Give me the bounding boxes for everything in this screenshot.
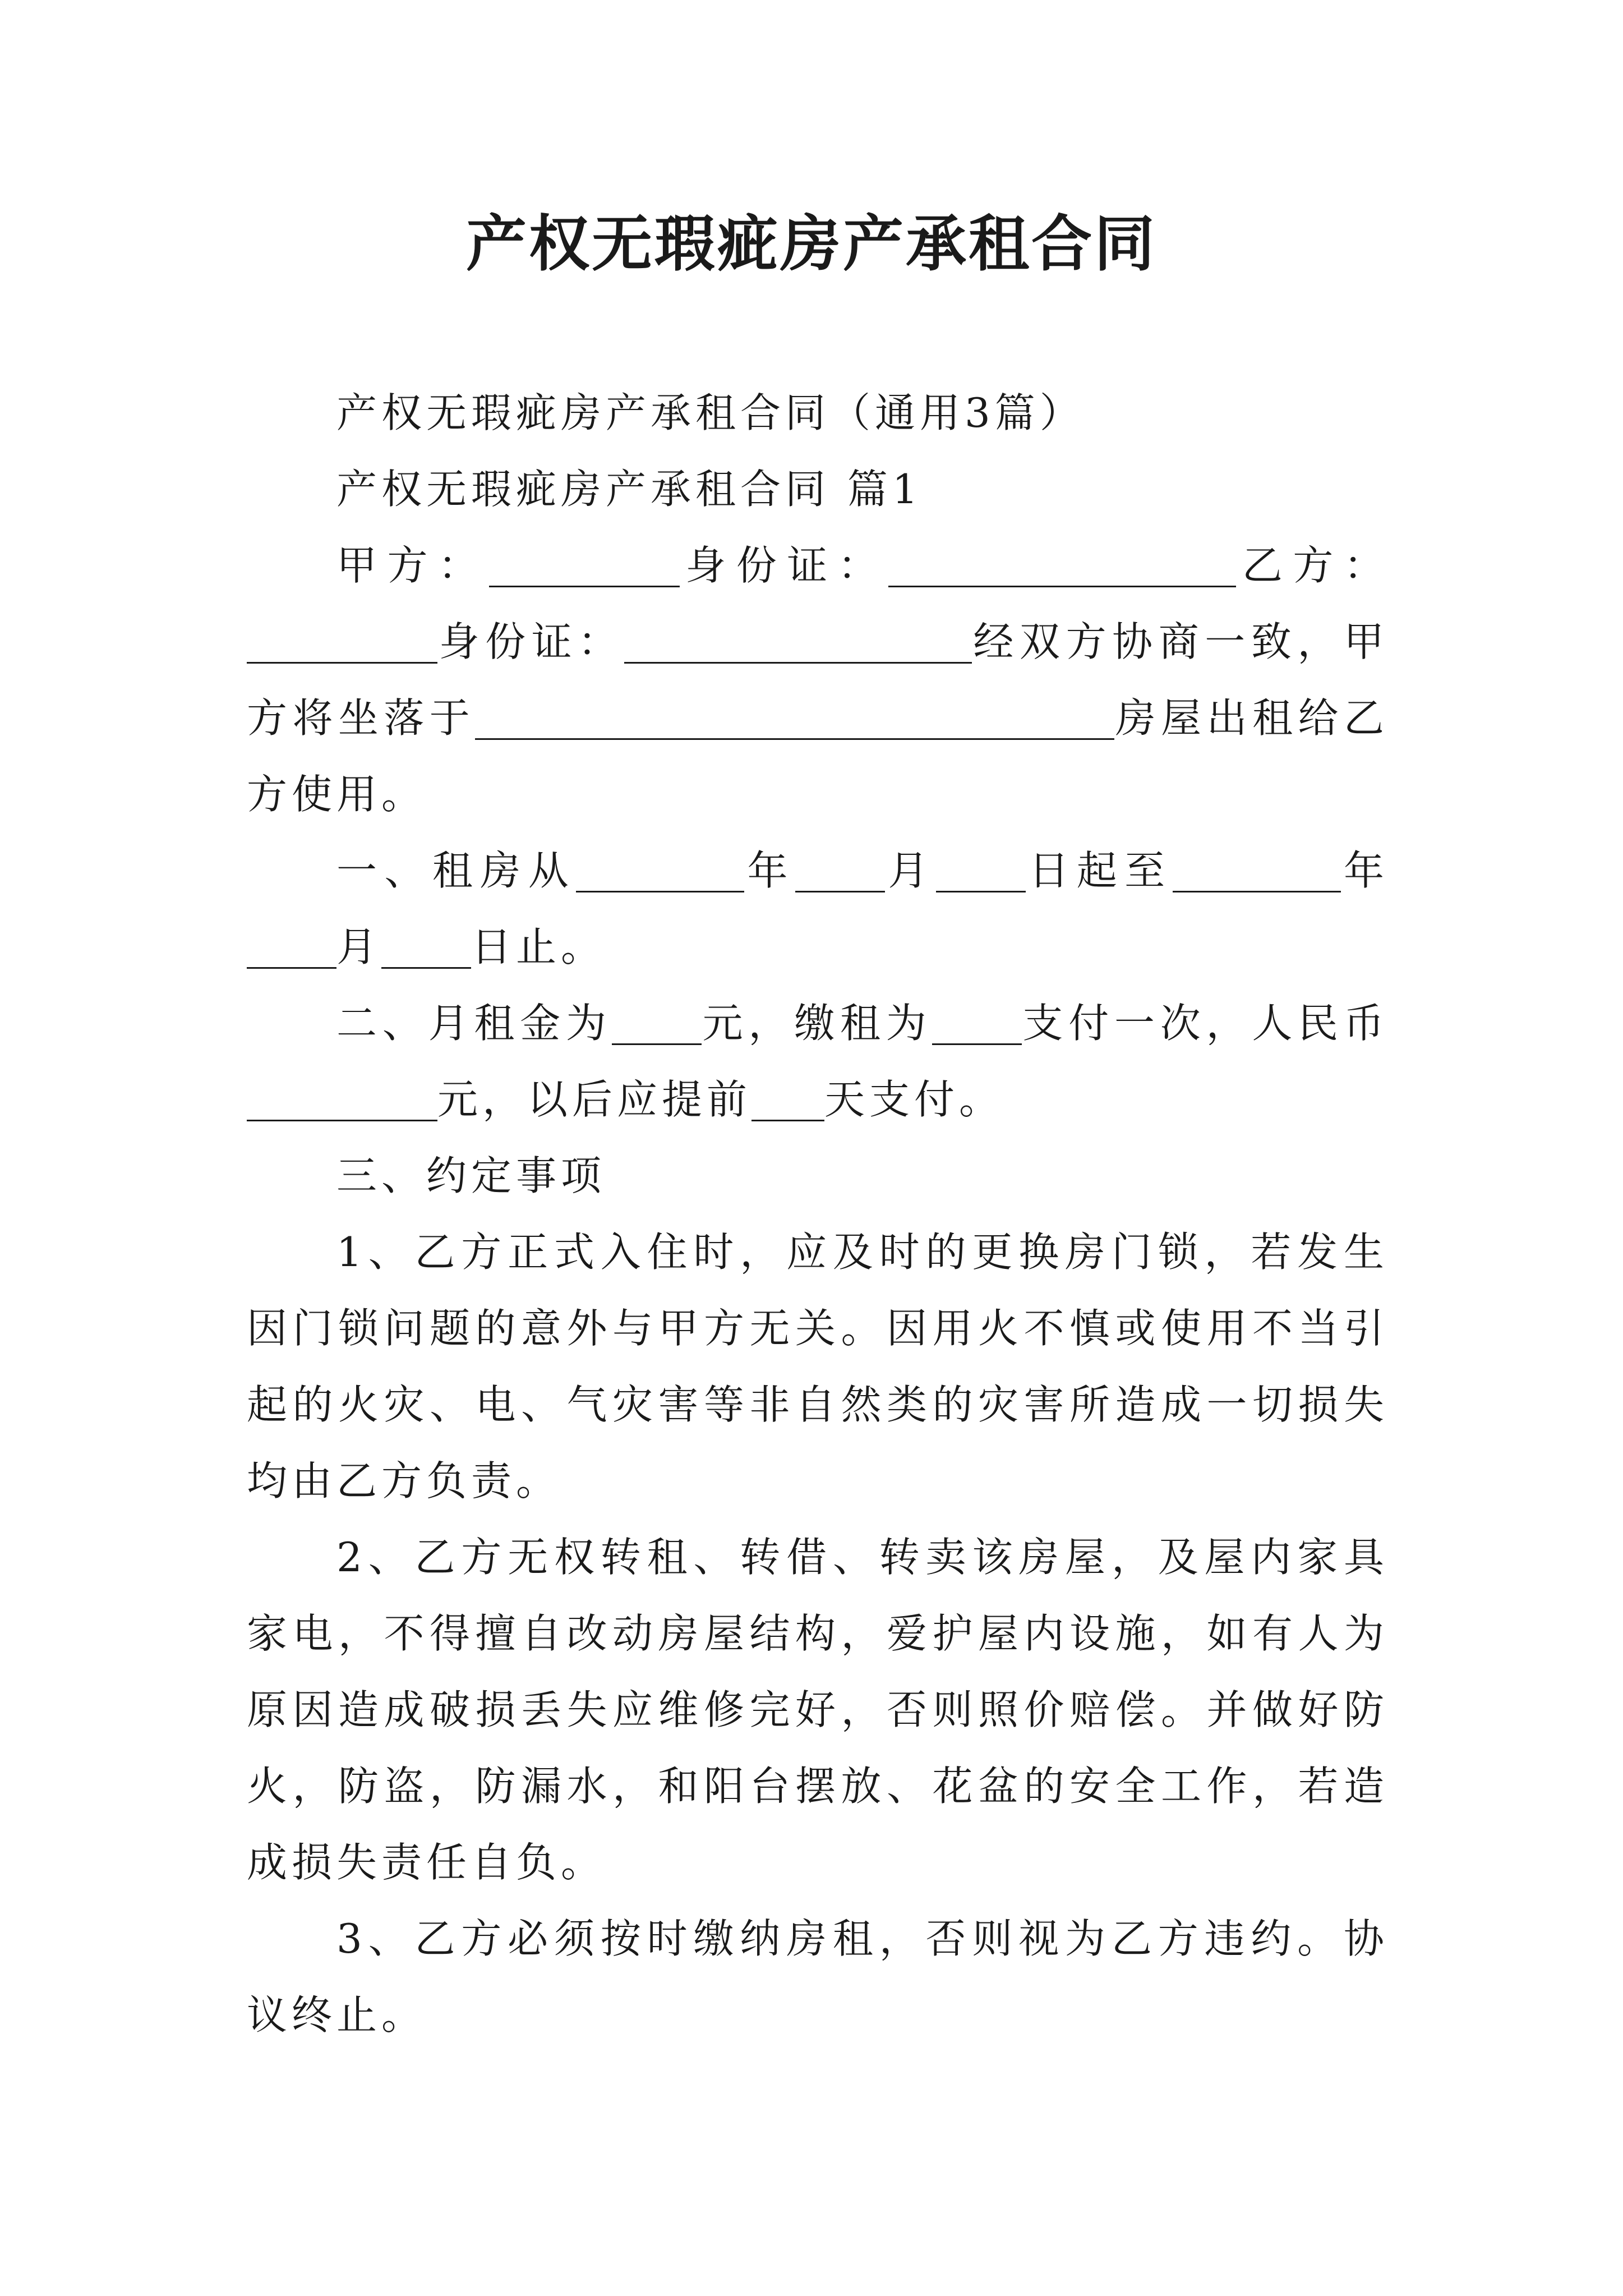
monthly-rent-blank	[612, 999, 702, 1045]
term-lead: 一、租房从	[336, 847, 577, 894]
agreed-items-heading: 三、约定事项	[336, 1152, 606, 1199]
document-body	[247, 375, 1389, 2053]
party-a-blank	[489, 541, 680, 587]
subtitle: 产权无瑕疵房产承租合同（通用3篇）	[336, 389, 1085, 436]
payment-period-blank	[932, 999, 1022, 1045]
agreement-text: 经双方协商一致，甲方将坐落于	[247, 618, 1389, 742]
party-a-label: 甲方：	[336, 542, 489, 589]
term-paragraph	[247, 832, 1389, 985]
clause-3: 3、乙方必须按时缴纳房租，否则视为乙方违约。协议终止。	[247, 1915, 1389, 2039]
id-card-label-2: 身份证：	[437, 618, 624, 665]
address-blank	[475, 693, 1114, 740]
rent-lead: 二、月租金为	[336, 1000, 612, 1047]
term-year: 年	[744, 847, 795, 894]
rent-yuan: 元，缴租为	[701, 1000, 932, 1047]
term-day-to: 日止。	[471, 923, 606, 970]
clause-1: 1、乙方正式入住时，应及时的更换房门锁，若发生因门锁问题的意外与甲方无关。因用火不慎或使用不当引起的火灾、电、气灾害等非自然类的灾害所造成一切损失均由乙方负责。	[247, 1228, 1389, 1504]
rent-pay-once: 支付一次，人民币	[1021, 1000, 1389, 1047]
end-year-blank	[1173, 846, 1341, 892]
start-day-blank	[936, 846, 1026, 892]
party-b-label: 乙方：	[1236, 542, 1389, 589]
parties-paragraph	[247, 527, 1389, 832]
end-month-blank	[247, 922, 336, 969]
rent-out-text: 房屋出租给乙方使用。	[247, 694, 1389, 818]
rent-paragraph	[247, 985, 1389, 1138]
rmb-amount-blank	[247, 1075, 437, 1121]
end-day-blank	[381, 922, 471, 969]
id-card-blank-1	[888, 541, 1236, 587]
advance-days-blank	[751, 1075, 824, 1121]
party-b-blank	[247, 617, 437, 664]
term-month: 月	[884, 847, 936, 894]
section-heading: 产权无瑕疵房产承租合同 篇1	[336, 466, 923, 513]
id-card-blank-2	[624, 617, 972, 664]
rent-days: 天支付。	[824, 1076, 1004, 1123]
document-title: 产权无瑕疵房产承租合同	[465, 209, 1157, 279]
start-month-blank	[795, 846, 885, 892]
clause-2: 2、乙方无权转租、转借、转卖该房屋，及屋内家具家电，不得擅自改动房屋结构，爱护屋内设施，如有人为原因造成破损丢失应维修完好，否则照价赔偿。并做好防火，防盗，防漏水，和阳台摆放、花盆的安全工作，若造成损失责任自负。	[247, 1534, 1389, 1886]
term-day-from: 日起至	[1025, 847, 1173, 894]
start-year-blank	[576, 846, 744, 892]
term-month-2: 月	[336, 923, 382, 970]
rent-yuan-2: 元，以后应提前	[437, 1076, 752, 1123]
term-year-2: 年	[1340, 847, 1389, 894]
id-card-label-1: 身份证：	[679, 542, 889, 589]
